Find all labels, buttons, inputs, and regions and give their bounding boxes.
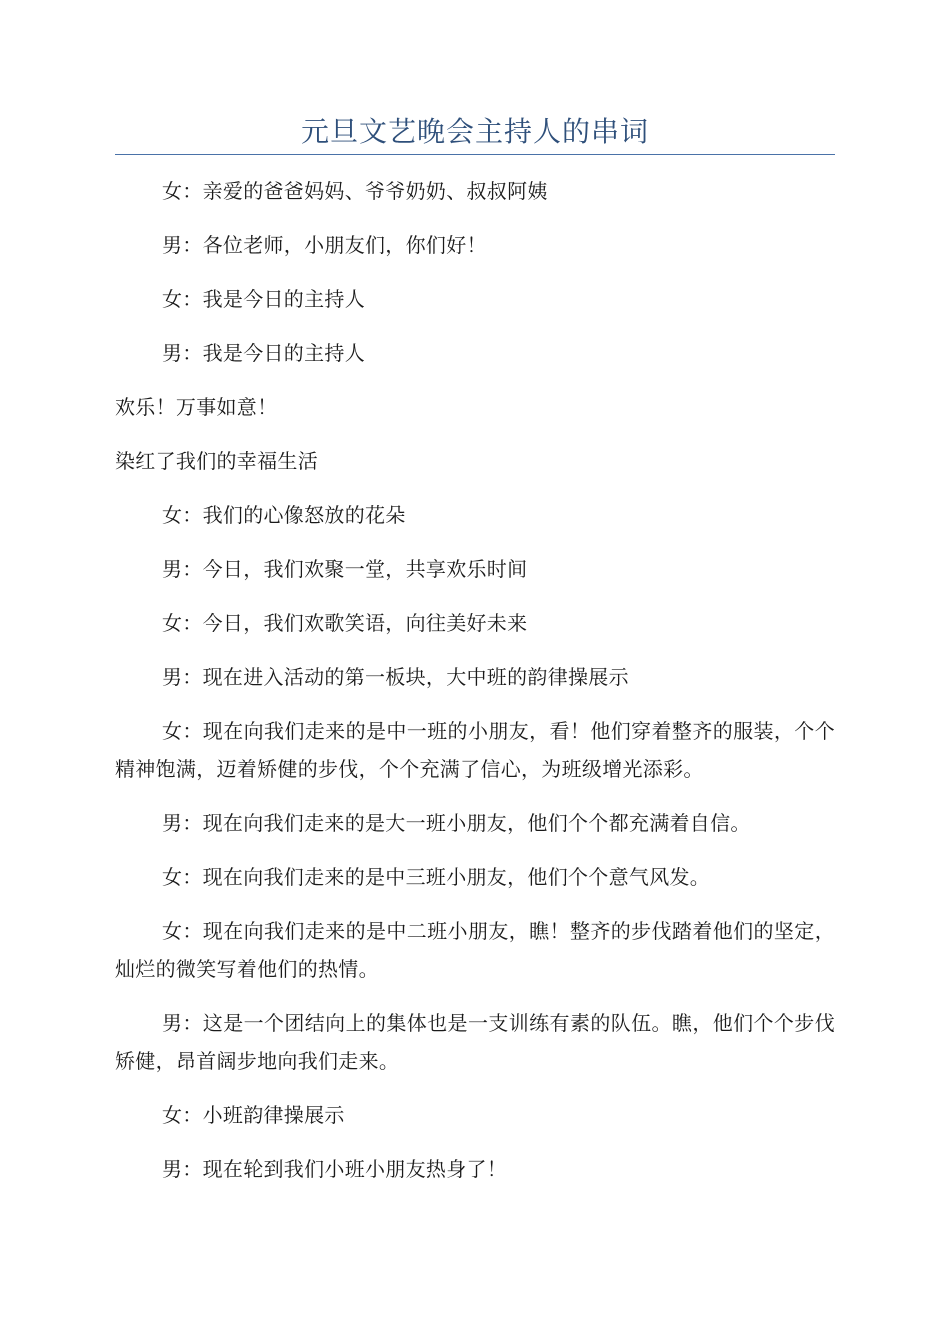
paragraph: 女：我是今日的主持人 xyxy=(162,287,365,311)
paragraph: 女：现在向我们走来的是中二班小朋友，瞧！整齐的步伐踏着他们的坚定，灿烂的微笑写着他们的热情。 xyxy=(115,919,835,981)
paragraph: 女：我们的心像怒放的花朵 xyxy=(162,503,406,527)
paragraph: 女：现在向我们走来的是中一班的小朋友，看！他们穿着整齐的服装，个个精神饱满，迈着矫健的步伐，个个充满了信心，为班级增光添彩。 xyxy=(115,719,835,781)
paragraph: 男：各位老师，小朋友们，你们好！ xyxy=(162,233,487,257)
document-body xyxy=(115,172,835,1204)
paragraph: 女：小班韵律操展示 xyxy=(162,1103,345,1127)
paragraph: 男：现在进入活动的第一板块，大中班的韵律操展示 xyxy=(162,665,629,689)
paragraph: 男：这是一个团结向上的集体也是一支训练有素的队伍。瞧，他们个个步伐矫健，昂首阔步地向我们走来。 xyxy=(115,1011,835,1073)
paragraph: 男：今日，我们欢聚一堂，共享欢乐时间 xyxy=(162,557,528,581)
paragraph: 女：亲爱的爸爸妈妈、爷爷奶奶、叔叔阿姨 xyxy=(162,179,548,203)
paragraph: 欢乐！万事如意！ xyxy=(115,395,278,419)
paragraph: 男：现在向我们走来的是大一班小朋友，他们个个都充满着自信。 xyxy=(162,811,751,835)
paragraph: 女：现在向我们走来的是中三班小朋友，他们个个意气风发。 xyxy=(162,865,711,889)
document-title: 元旦文艺晚会主持人的串词 xyxy=(300,115,649,148)
paragraph: 男：现在轮到我们小班小朋友热身了！ xyxy=(162,1157,508,1181)
paragraph: 女：今日，我们欢歌笑语，向往美好未来 xyxy=(162,611,528,635)
title-underline xyxy=(115,154,835,155)
paragraph: 男：我是今日的主持人 xyxy=(162,341,365,365)
paragraph: 染红了我们的幸福生活 xyxy=(115,449,318,473)
